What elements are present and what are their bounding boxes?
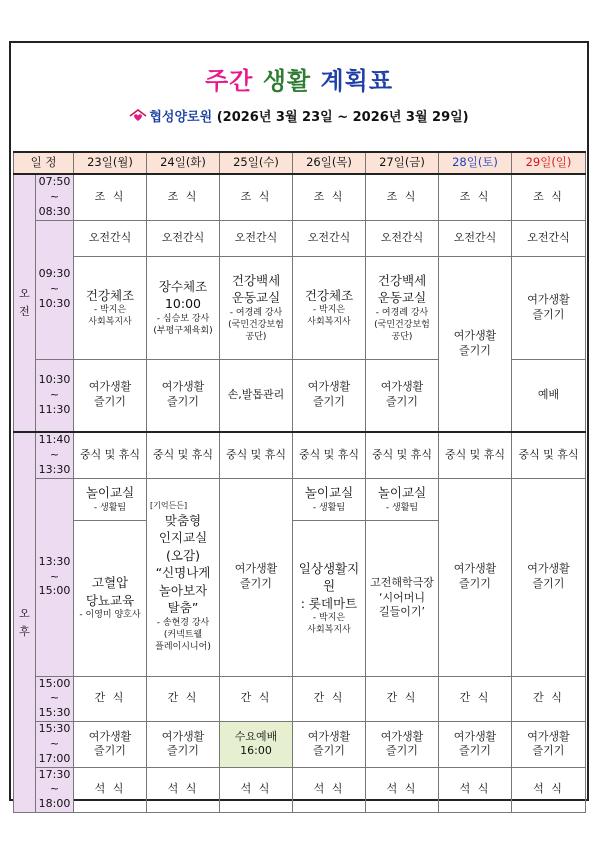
cell-dinner-tue: 석 식	[147, 767, 220, 813]
cell-1030-mon: 여가생활 즐기기	[74, 359, 147, 432]
title-part3: 계획표	[320, 67, 394, 95]
cell-breakfast-fri: 조 식	[366, 174, 439, 220]
cell-1030-tue: 여가생활 즐기기	[147, 359, 220, 432]
cell-breakfast-sun: 조 식	[512, 174, 586, 220]
cell-snack2-tue: 간 식	[147, 676, 220, 722]
cell-lunch-sun: 중식 및 휴식	[512, 432, 586, 478]
cell-am-sat: 여가생활 즐기기	[439, 256, 512, 432]
cell-1030-thu: 여가생활 즐기기	[293, 359, 366, 432]
cell-1030-sun: 예배	[512, 359, 586, 432]
cell-am-sun: 여가생활 즐기기	[512, 256, 586, 359]
day-header-thu: 26일(목)	[293, 152, 366, 174]
cell-play-fri: 놀이교실 - 생활팀	[366, 478, 439, 520]
cell-am-tue: 장수체조 10:00 - 심승보 강사 (부평구체육회)	[147, 256, 220, 359]
cell-pm-sat: 여가생활 즐기기	[439, 478, 512, 676]
cell-dinner-sun: 석 식	[512, 767, 586, 813]
schedule-header: 일 정	[14, 152, 74, 174]
cell-snack2-wed: 간 식	[220, 676, 293, 722]
day-header-wed: 25일(수)	[220, 152, 293, 174]
cell-snack2-mon: 간 식	[74, 676, 147, 722]
day-header-fri: 27일(금)	[366, 152, 439, 174]
time-0750: 07:50 ~ 08:30	[36, 174, 74, 220]
row-dinner	[14, 767, 586, 813]
cell-am-mon: 건강체조 - 박지은 사회복지사	[74, 256, 147, 359]
title-part1: 주간	[204, 67, 254, 95]
time-1500: 15:00 ~ 15:30	[36, 676, 74, 722]
subtitle	[11, 106, 587, 125]
cell-am-fri: 건강백세 운동교실 - 여경례 강사 (국민건강보험 공단)	[366, 256, 439, 359]
cell-snack-sat: 오전간식	[439, 220, 512, 256]
time-0930: 09:30 ~ 10:30	[36, 220, 74, 359]
cell-breakfast-sat: 조 식	[439, 174, 512, 220]
cell-breakfast-mon: 조 식	[74, 174, 147, 220]
org-name: 협성양로원	[149, 110, 213, 125]
cell-1530-wed: 수요예배 16:00	[220, 722, 293, 768]
time-1030: 10:30 ~ 11:30	[36, 359, 74, 432]
cell-pm-fri: 고전해학극장 ‘시어머니 길들이기’	[366, 520, 439, 676]
header	[11, 43, 587, 146]
row-morning-snack	[14, 220, 586, 256]
cell-dinner-thu: 석 식	[293, 767, 366, 813]
cell-dinner-sat: 석 식	[439, 767, 512, 813]
cell-breakfast-tue: 조 식	[147, 174, 220, 220]
cell-1030-fri: 여가생활 즐기기	[366, 359, 439, 432]
time-1530: 15:30 ~ 17:00	[36, 722, 74, 768]
cell-lunch-mon: 중식 및 휴식	[74, 432, 147, 478]
cell-dinner-wed: 석 식	[220, 767, 293, 813]
row-pm-top	[14, 478, 586, 520]
title-part2: 생활	[262, 67, 312, 95]
cell-pm-tue: [기억든든] 맞춤형 인지교실 (오감) “신명나게 놀아보자 탈춤” - 송현경 강사 (커넥트웰 플레이시니어)	[147, 478, 220, 676]
period-pm: 오 후	[14, 432, 36, 813]
cell-1530-fri: 여가생활 즐기기	[366, 722, 439, 768]
cell-1530-tue: 여가생활 즐기기	[147, 722, 220, 768]
cell-breakfast-wed: 조 식	[220, 174, 293, 220]
cell-lunch-tue: 중식 및 휴식	[147, 432, 220, 478]
time-1330: 13:30 ~ 15:00	[36, 478, 74, 676]
cell-snack2-sun: 간 식	[512, 676, 586, 722]
row-1530	[14, 722, 586, 768]
cell-lunch-thu: 중식 및 휴식	[293, 432, 366, 478]
cell-pm-thu: 일상생활지원 : 롯데마트 - 박지은 사회복지사	[293, 520, 366, 676]
day-header-tue: 24일(화)	[147, 152, 220, 174]
cell-lunch-wed: 중식 및 휴식	[220, 432, 293, 478]
cell-1530-mon: 여가생활 즐기기	[74, 722, 147, 768]
day-header-sun: 29일(일)	[512, 152, 586, 174]
cell-snack2-fri: 간 식	[366, 676, 439, 722]
row-afternoon-snack	[14, 676, 586, 722]
cell-snack-mon: 오전간식	[74, 220, 147, 256]
cell-play-mon: 놀이교실 - 생활팀	[74, 478, 147, 520]
cell-1530-sun: 여가생활 즐기기	[512, 722, 586, 768]
cell-dinner-mon: 석 식	[74, 767, 147, 813]
time-1140: 11:40 ~ 13:30	[36, 432, 74, 478]
house-logo-icon	[129, 109, 147, 123]
page-title	[11, 61, 587, 96]
cell-1530-thu: 여가생활 즐기기	[293, 722, 366, 768]
period-am: 오 전	[14, 174, 36, 432]
cell-dinner-fri: 석 식	[366, 767, 439, 813]
cell-snack-sun: 오전간식	[512, 220, 586, 256]
cell-snack2-sat: 간 식	[439, 676, 512, 722]
cell-1530-sat: 여가생활 즐기기	[439, 722, 512, 768]
day-header-sat: 28일(토)	[439, 152, 512, 174]
cell-play-thu: 놀이교실 - 생활팀	[293, 478, 366, 520]
cell-lunch-fri: 중식 및 휴식	[366, 432, 439, 478]
weekly-schedule-table	[13, 151, 586, 813]
cell-snack-wed: 오전간식	[220, 220, 293, 256]
cell-pm-sun: 여가생활 즐기기	[512, 478, 586, 676]
cell-snack2-thu: 간 식	[293, 676, 366, 722]
time-1730: 17:30 ~ 18:00	[36, 767, 74, 813]
day-header-mon: 23일(월)	[74, 152, 147, 174]
cell-pm-mon: 고혈압 당뇨교육 - 이영미 양호사	[74, 520, 147, 676]
cell-breakfast-thu: 조 식	[293, 174, 366, 220]
period-range: (2026년 3월 23일 ~ 2026년 3월 29일)	[216, 110, 469, 125]
row-lunch	[14, 432, 586, 478]
cell-snack-thu: 오전간식	[293, 220, 366, 256]
cell-am-wed: 건강백세 운동교실 - 여경례 강사 (국민건강보험 공단)	[220, 256, 293, 359]
schedule-frame	[9, 41, 589, 811]
row-breakfast	[14, 174, 586, 220]
cell-1030-wed: 손,발톱관리	[220, 359, 293, 432]
row-am-program	[14, 256, 586, 359]
cell-am-thu: 건강체조 - 박지은 사회복지사	[293, 256, 366, 359]
cell-snack-tue: 오전간식	[147, 220, 220, 256]
header-row	[14, 152, 586, 174]
cell-snack-fri: 오전간식	[366, 220, 439, 256]
cell-lunch-sat: 중식 및 휴식	[439, 432, 512, 478]
cell-pm-wed: 여가생활 즐기기	[220, 478, 293, 676]
